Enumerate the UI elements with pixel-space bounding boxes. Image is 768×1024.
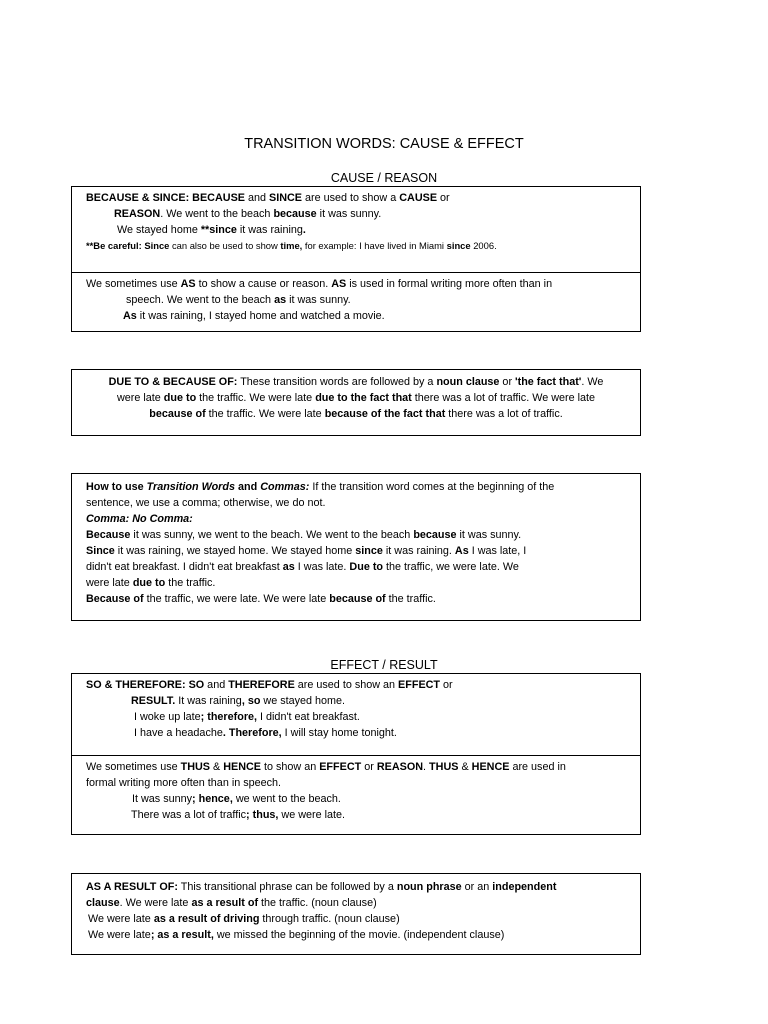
- text-run: it was sunny.: [316, 208, 382, 220]
- text-run: This transitional phrase can be followed by a: [177, 881, 397, 893]
- text-run: speech. We went to the beach: [126, 294, 275, 306]
- text-line: [82, 390, 630, 406]
- text-run: RESULT.: [131, 695, 176, 707]
- text-run: or: [437, 192, 450, 204]
- text-run: .: [302, 224, 306, 236]
- text-line: [86, 693, 626, 709]
- text-run: can also be used to show: [169, 240, 281, 251]
- text-run: as: [282, 561, 295, 573]
- text-run: because of: [149, 408, 206, 420]
- text-run: clause: [86, 897, 120, 909]
- text-run: it was raining: [236, 224, 303, 236]
- transition-words-commas-box: [71, 473, 641, 621]
- text-line: [82, 406, 630, 422]
- text-line: [86, 559, 626, 575]
- text-run: As: [454, 545, 469, 557]
- text-run: Due to: [349, 561, 384, 573]
- text-line: [86, 911, 626, 927]
- text-line: [86, 527, 626, 543]
- text-line: [86, 677, 626, 693]
- as-a-result-of-box: [71, 873, 641, 955]
- text-run: &: [210, 761, 224, 773]
- text-run: it was sunny, we went to the beach. We went to the beach: [130, 529, 414, 541]
- text-run: and: [244, 192, 269, 204]
- text-run: Comma: No Comma:: [86, 513, 193, 525]
- because-since-section: [72, 187, 640, 272]
- text-run: EFFECT: [319, 761, 362, 773]
- text-run: , so: [241, 695, 261, 707]
- text-run: or: [440, 679, 453, 691]
- text-line: [86, 238, 626, 254]
- text-run: the traffic. (noun clause): [258, 897, 377, 909]
- text-run: the traffic. We were late: [196, 392, 316, 404]
- text-run: is used in formal writing more often than in: [346, 278, 553, 290]
- text-run: EFFECT: [398, 679, 441, 691]
- text-run: If the transition word comes at the beginning of the: [309, 481, 555, 493]
- text-run: as: [274, 294, 287, 306]
- text-run: the traffic.: [385, 593, 436, 605]
- text-run: to show an: [261, 761, 320, 773]
- text-run: THUS: [429, 761, 459, 773]
- text-run: we stayed home.: [260, 695, 346, 707]
- text-line: [86, 807, 626, 823]
- text-run: because of: [329, 593, 386, 605]
- text-run: It was sunny: [132, 793, 193, 805]
- text-run: it was sunny.: [456, 529, 522, 541]
- text-run: independent: [492, 881, 557, 893]
- text-run: the traffic, we were late. We: [383, 561, 519, 573]
- text-run: I woke up late: [134, 711, 201, 723]
- text-line: [86, 276, 626, 292]
- text-run: We were late: [88, 929, 151, 941]
- text-run: because: [273, 208, 317, 220]
- text-line: [86, 895, 626, 911]
- text-run: because of the fact that: [324, 408, 446, 420]
- text-run: Commas:: [260, 481, 310, 493]
- text-run: It was raining: [175, 695, 242, 707]
- thus-hence-section: [72, 755, 640, 827]
- text-run: AS A RESULT OF:: [86, 881, 178, 893]
- text-run: the traffic, we were late. We were late: [143, 593, 330, 605]
- text-run: I have a headache: [134, 727, 223, 739]
- text-line: [86, 879, 626, 895]
- text-run: Transition Words: [146, 481, 235, 493]
- text-run: noun phrase: [396, 881, 462, 893]
- so-therefore-box: [71, 673, 641, 835]
- text-line: [86, 543, 626, 559]
- text-run: due to: [132, 577, 166, 589]
- text-run: There was a lot of traffic: [131, 809, 247, 821]
- cause-reason-heading: CAUSE / REASON: [330, 171, 438, 185]
- text-run: **Be careful: Since: [86, 240, 170, 251]
- text-run: ; hence,: [192, 793, 233, 805]
- text-line: [86, 791, 626, 807]
- text-run: because: [413, 529, 457, 541]
- text-run: I was late, I: [468, 545, 527, 557]
- text-run: ; therefore,: [200, 711, 258, 723]
- due-to-because-of-box: [71, 369, 641, 436]
- text-run: .: [423, 761, 430, 773]
- text-line: [86, 479, 626, 495]
- text-run: SO & THEREFORE: SO: [86, 679, 205, 691]
- text-run: HENCE: [223, 761, 262, 773]
- text-run: These transition words are followed by a: [237, 376, 437, 388]
- text-run: we went to the beach.: [232, 793, 341, 805]
- text-run: . Therefore,: [222, 727, 282, 739]
- text-run: BECAUSE & SINCE: BECAUSE: [86, 192, 245, 204]
- text-run: We sometimes use: [86, 278, 181, 290]
- text-run: . We: [581, 376, 604, 388]
- text-line: [86, 575, 626, 591]
- text-run: we were late.: [278, 809, 346, 821]
- text-run: to show a cause or reason.: [195, 278, 332, 290]
- text-run: REASON: [114, 208, 161, 220]
- text-run: THEREFORE: [228, 679, 295, 691]
- text-run: THUS: [180, 761, 211, 773]
- text-run: &: [458, 761, 472, 773]
- text-run: **since: [200, 224, 237, 236]
- text-line: [86, 725, 626, 741]
- text-run: or an: [461, 881, 493, 893]
- text-line: [86, 206, 626, 222]
- text-line: [86, 709, 626, 725]
- so-therefore-section: [72, 674, 640, 755]
- text-run: We stayed home: [117, 224, 201, 236]
- text-run: are used in: [509, 761, 566, 773]
- text-run: I will stay home tonight.: [281, 727, 397, 739]
- text-line: [86, 775, 626, 791]
- text-run: or: [361, 761, 377, 773]
- text-run: since: [355, 545, 383, 557]
- text-run: . We went to the beach: [160, 208, 274, 220]
- text-run: Because: [86, 529, 131, 541]
- text-run: are used to show an: [294, 679, 399, 691]
- text-run: 'the fact that': [515, 376, 582, 388]
- text-run: it was sunny.: [286, 294, 351, 306]
- text-run: formal writing more often than in speech.: [86, 777, 282, 789]
- text-run: I didn't eat breakfast.: [257, 711, 360, 723]
- text-run: and: [204, 679, 229, 691]
- text-run: We were late: [88, 913, 154, 925]
- text-line: [86, 591, 626, 607]
- text-run: We sometimes use: [86, 761, 181, 773]
- text-run: for example: I have lived in Miami: [302, 240, 447, 251]
- text-run: due to: [163, 392, 197, 404]
- text-run: it was raining.: [382, 545, 455, 557]
- text-run: AS: [331, 278, 347, 290]
- text-run: as a result of driving: [153, 913, 260, 925]
- text-run: the traffic.: [165, 577, 216, 589]
- text-line: [86, 292, 626, 308]
- text-run: are used to show a: [302, 192, 400, 204]
- effect-result-heading: EFFECT / RESULT: [330, 658, 438, 672]
- text-run: or: [499, 376, 516, 388]
- text-run: How to use: [86, 481, 147, 493]
- text-line: [86, 511, 626, 527]
- text-run: as a result of: [191, 897, 259, 909]
- text-run: REASON: [376, 761, 424, 773]
- text-line: [86, 190, 626, 206]
- text-run: it was raining, we stayed home. We stayed home: [114, 545, 356, 557]
- text-run: HENCE: [471, 761, 510, 773]
- text-run: noun clause: [436, 376, 500, 388]
- text-run: there was a lot of traffic. We were late: [411, 392, 596, 404]
- text-run: the traffic. We were late: [205, 408, 325, 420]
- text-run: AS: [180, 278, 196, 290]
- text-line: [86, 222, 626, 238]
- text-run: since: [446, 240, 471, 251]
- text-line: [82, 374, 630, 390]
- text-run: it was raining, I stayed home and watched a movie.: [136, 310, 385, 322]
- text-run: due to the fact that: [315, 392, 412, 404]
- text-run: Because of: [86, 593, 144, 605]
- text-run: there was a lot of traffic.: [445, 408, 563, 420]
- text-line: [86, 495, 626, 511]
- text-run: time,: [280, 240, 303, 251]
- page-title: TRANSITION WORDS: CAUSE & EFFECT: [244, 136, 524, 152]
- text-run: . We were late: [119, 897, 192, 909]
- text-run: DUE TO & BECAUSE OF:: [108, 376, 238, 388]
- as-section: [72, 272, 640, 328]
- text-run: SINCE: [269, 192, 302, 204]
- text-run: ; thus,: [246, 809, 279, 821]
- text-run: 2006.: [470, 240, 497, 251]
- text-run: and: [234, 481, 261, 493]
- text-run: through traffic. (noun clause): [259, 913, 400, 925]
- text-run: ; as a result,: [150, 929, 214, 941]
- text-line: [86, 927, 626, 943]
- text-run: sentence, we use a comma; otherwise, we do not.: [86, 497, 326, 509]
- text-run: As: [123, 310, 137, 322]
- text-run: didn't eat breakfast. I didn't eat breakfast: [86, 561, 283, 573]
- text-run: were late: [116, 392, 164, 404]
- text-line: [86, 308, 626, 324]
- text-run: I was late.: [294, 561, 350, 573]
- text-run: Since: [86, 545, 115, 557]
- text-run: were late: [86, 577, 133, 589]
- because-since-box: [71, 186, 641, 332]
- text-line: [86, 759, 626, 775]
- text-run: we missed the beginning of the movie. (independent clause): [213, 929, 505, 941]
- text-run: CAUSE: [399, 192, 438, 204]
